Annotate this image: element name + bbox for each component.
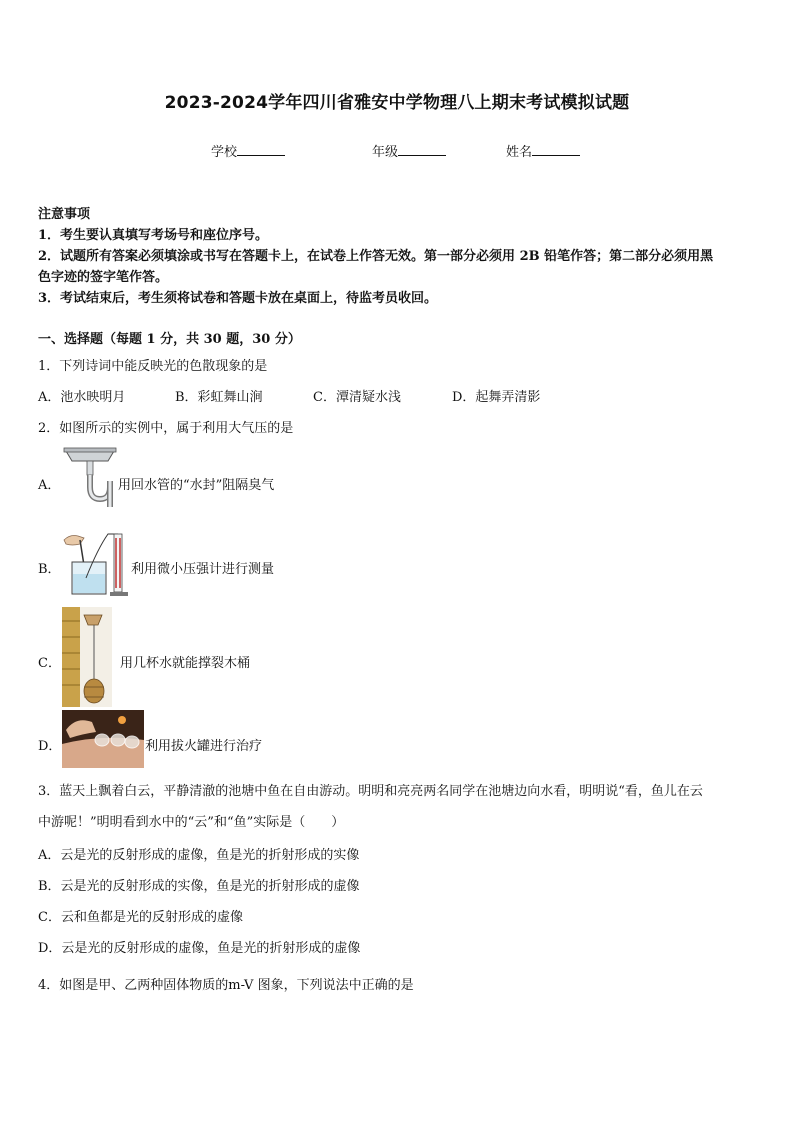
q2-option-b-text: 利用微小压强计进行测量: [131, 562, 275, 577]
notice-item: 1．考生要认真填写考场号和座位序号。: [38, 228, 269, 243]
q1-option-d: D．起舞弄清影: [452, 390, 541, 405]
cupping-therapy-image: [62, 710, 144, 768]
notice-item: 色字迹的签字笔作答。: [38, 270, 169, 285]
q2-option-d-text: 利用拔火罐进行治疗: [145, 739, 263, 754]
notice-heading: 注意事项: [38, 207, 91, 222]
grade-field: [372, 141, 446, 160]
question-4-stem: 4．如图是甲、乙两种固体物质的m-V 图象，下列说法中正确的是: [38, 978, 414, 993]
q1-option-c: C．潭清疑水浅: [313, 390, 401, 405]
sink-trap-image: [62, 445, 118, 509]
school-field: [211, 141, 285, 160]
exam-title: 2023-2024学年四川省雅安中学物理八上期末考试模拟试题: [164, 93, 630, 113]
q2-option-c-text: 用几杯水就能撑裂木桶: [120, 656, 251, 671]
q2-option-b-letter: B．: [38, 562, 61, 577]
question-3-stem-line2: 中游呢！”明明看到水中的“云”和“鱼”实际是（ ）: [38, 815, 345, 830]
q3-option-b: B．云是光的反射形成的实像，鱼是光的折射形成的虚像: [38, 879, 360, 894]
q3-option-c: C．云和鱼都是光的反射形成的虚像: [38, 910, 243, 925]
q3-option-a: A．云是光的反射形成的虚像，鱼是光的折射形成的实像: [38, 848, 360, 863]
question-3-stem-line1: 3．蓝天上飘着白云，平静清澈的池塘中鱼在自由游动。明明和亮亮两名同学在池塘边向水看，明明说“看，鱼儿在云: [38, 784, 703, 799]
q1-option-a: A．池水映明月: [38, 390, 126, 405]
q2-option-a-letter: A．: [38, 478, 61, 493]
q2-option-d-letter: D．: [38, 739, 62, 754]
q2-option-c-letter: C．: [38, 656, 61, 671]
question-1-stem: 1．下列诗词中能反映光的色散现象的是: [38, 359, 268, 374]
q3-option-d: D．云是光的反射形成的虚像，鱼是光的折射形成的虚像: [38, 941, 361, 956]
notice-item: 3．考试结束后，考生须将试卷和答题卡放在桌面上，待监考员收回。: [38, 291, 438, 306]
grade-label: 年级: [372, 145, 399, 160]
q2-option-a-text: 用回水管的“水封”阻隔臭气: [118, 478, 275, 493]
name-field: [506, 141, 580, 160]
q1-option-b: B．彩虹舞山涧: [175, 390, 263, 405]
name-blank: [532, 143, 580, 156]
notice-item: 2．试题所有答案必须填涂或书写在答题卡上，在试卷上作答无效。第一部分必须用 2B 铅笔作答；第二部分必须用黑: [38, 249, 714, 264]
grade-blank: [398, 143, 446, 156]
section-heading: 一、选择题（每题 1 分，共 30 题，30 分）: [38, 332, 301, 347]
pressure-gauge-image: [62, 528, 130, 600]
school-blank: [237, 143, 285, 156]
question-2-stem: 2．如图所示的实例中，属于利用大气压的是: [38, 421, 294, 436]
barrel-image: [62, 607, 112, 707]
name-label: 姓名: [506, 145, 533, 160]
school-label: 学校: [211, 145, 238, 160]
